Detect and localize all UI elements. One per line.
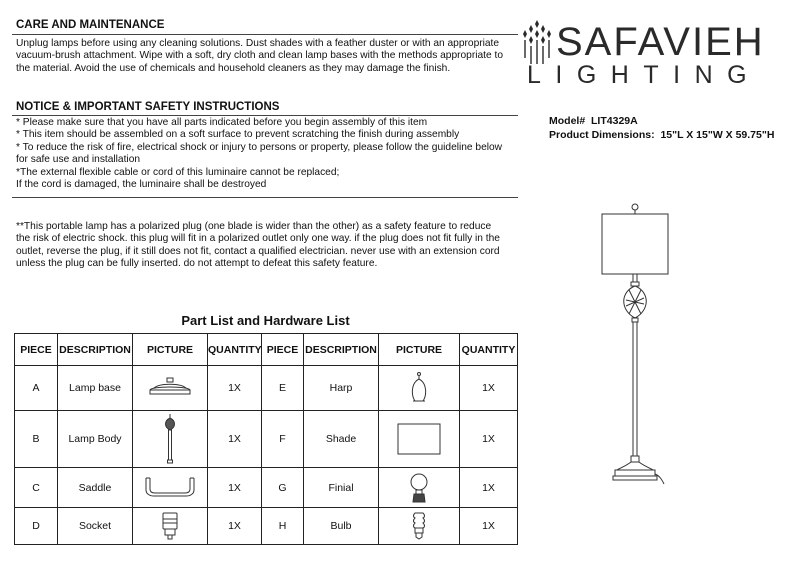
description-cell: Lamp base xyxy=(58,366,133,411)
picture-cell xyxy=(133,508,208,545)
shade-icon xyxy=(396,422,442,456)
model-line xyxy=(549,114,638,128)
description-cell: Shade xyxy=(304,411,379,468)
saddle-icon xyxy=(142,474,198,502)
notice-line: *The external flexible cable or cord of this luminaire cannot be replaced; xyxy=(16,166,340,178)
chandelier-logo-icon xyxy=(520,20,554,66)
plug-line: outlet, reverse the plug, if it still does not fit, contact a qualified electrician. never use with an extension cord xyxy=(16,245,500,257)
table-row xyxy=(15,468,518,508)
header-cell: QUANTITY xyxy=(208,334,262,366)
care-line: Unplug lamps before using any cleaning solutions. Dust shades with a feather duster or with an appropriate xyxy=(16,38,500,49)
picture-cell xyxy=(133,468,208,508)
header-cell: PIECE xyxy=(15,334,58,366)
harp-icon xyxy=(407,371,431,405)
parts-table-title: Part List and Hardware List xyxy=(181,313,350,328)
plug-line: **This portable lamp has a polarized plug (one blade is wider than the other) as a safety feature to reduce xyxy=(16,221,492,232)
quantity-cell: 1X xyxy=(460,366,518,411)
floor-lamp-illustration xyxy=(590,200,680,490)
dimensions-label: Product Dimensions: xyxy=(549,129,655,141)
model-label: Model# xyxy=(549,115,586,127)
lamp-body-icon xyxy=(158,414,182,464)
notice-line: * Please make sure that you have all parts indicated before you begin assembly of this item xyxy=(16,117,428,128)
picture-cell xyxy=(379,411,460,468)
description-cell: Harp xyxy=(304,366,379,411)
description-cell: Socket xyxy=(58,508,133,545)
socket-icon xyxy=(160,511,180,541)
quantity-cell: 1X xyxy=(208,366,262,411)
piece-cell: A xyxy=(15,366,58,411)
dimensions-value: 15"L X 15"W X 59.75"H xyxy=(660,129,775,141)
notice-divider xyxy=(12,115,518,116)
care-text xyxy=(16,38,503,75)
picture-cell xyxy=(379,468,460,508)
care-divider xyxy=(12,34,518,35)
notice-line: If the cord is damaged, the luminaire shall be destroyed xyxy=(16,179,267,191)
model-value: LIT4329A xyxy=(591,115,638,127)
notice-line: for safe use and installation xyxy=(16,154,141,166)
piece-cell: H xyxy=(262,508,304,545)
quantity-cell: 1X xyxy=(208,468,262,508)
parts-table xyxy=(14,333,518,545)
table-header-row xyxy=(15,334,518,366)
notice-line: * To reduce the risk of fire, electrical shock or injury to persons or property, please follow the guideline below xyxy=(16,141,503,153)
header-cell: PICTURE xyxy=(379,334,460,366)
finial-icon xyxy=(408,472,430,504)
piece-cell: B xyxy=(15,411,58,468)
care-line: vacuum-brush attachment. Wipe with a soft, dry cloth and clean lamp bases with the methods appropriate to xyxy=(16,50,503,62)
care-line: the material. Avoid the use of chemicals and household cleaners as they may damage the finish. xyxy=(16,62,451,74)
piece-cell: F xyxy=(262,411,304,468)
plug-text xyxy=(16,221,500,271)
dimensions-line xyxy=(549,128,774,142)
quantity-cell: 1X xyxy=(460,411,518,468)
quantity-cell: 1X xyxy=(208,411,262,468)
piece-cell: C xyxy=(15,468,58,508)
picture-cell xyxy=(133,411,208,468)
header-cell: QUANTITY xyxy=(460,334,518,366)
notice-text xyxy=(16,117,502,191)
brand-name: SAFAVIEH xyxy=(556,20,765,64)
table-row xyxy=(15,508,518,545)
description-cell: Saddle xyxy=(58,468,133,508)
header-cell: PICTURE xyxy=(133,334,208,366)
lamp-base-icon xyxy=(146,376,194,400)
description-cell: Finial xyxy=(304,468,379,508)
picture-cell xyxy=(379,508,460,545)
notice-line: * This item should be assembled on a soft surface to prevent scratching the finish during assembly xyxy=(16,129,460,141)
picture-cell xyxy=(133,366,208,411)
piece-cell: G xyxy=(262,468,304,508)
header-cell: PIECE xyxy=(262,334,304,366)
description-cell: Lamp Body xyxy=(58,411,133,468)
plug-line: the risk of electric shock. this plug will fit in a polarized outlet only one way. if the plug does not fit fully in the xyxy=(16,233,500,245)
care-heading: CARE AND MAINTENANCE xyxy=(16,19,165,31)
bulb-icon xyxy=(410,511,428,541)
table-row xyxy=(15,411,518,468)
table-row xyxy=(15,366,518,411)
piece-cell: D xyxy=(15,508,58,545)
header-cell: DESCRIPTION xyxy=(58,334,133,366)
notice-heading: NOTICE & IMPORTANT SAFETY INSTRUCTIONS xyxy=(16,101,280,113)
plug-line: unless the plug can be fully inserted. do not attempt to defeat this safety feature. xyxy=(16,258,378,270)
quantity-cell: 1X xyxy=(460,468,518,508)
notice-bottom-divider xyxy=(12,197,518,198)
quantity-cell: 1X xyxy=(208,508,262,545)
description-cell: Bulb xyxy=(304,508,379,545)
piece-cell: E xyxy=(262,366,304,411)
picture-cell xyxy=(379,366,460,411)
header-cell: DESCRIPTION xyxy=(304,334,379,366)
quantity-cell: 1X xyxy=(460,508,518,545)
brand-subname: LIGHTING xyxy=(527,61,762,89)
